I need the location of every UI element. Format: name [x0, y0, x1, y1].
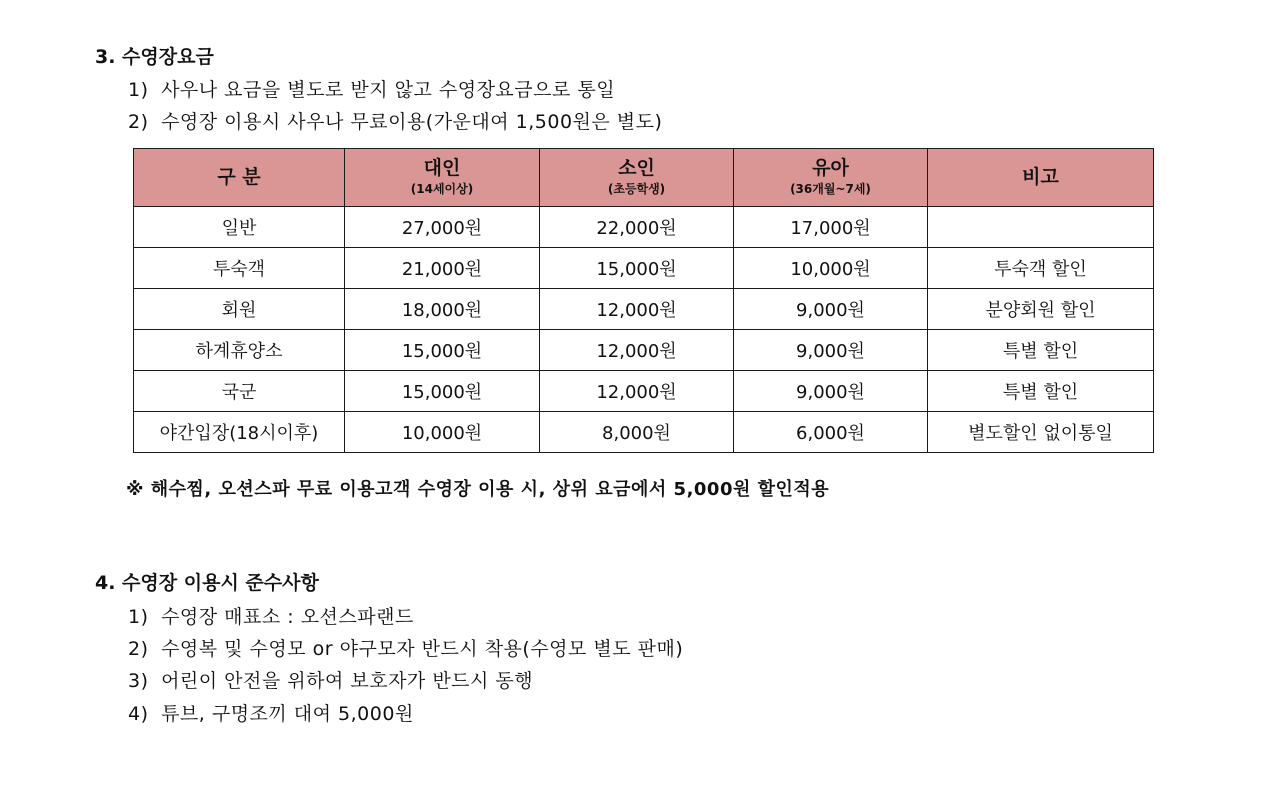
header-adult: [345, 149, 540, 207]
cell-remarks: 분양회원 할인: [928, 289, 1154, 330]
header-remarks: [928, 149, 1154, 207]
header-sublabel: (초등학생): [607, 182, 666, 197]
cell-child: 8,000원: [540, 412, 734, 453]
header-label: 비고: [1022, 165, 1059, 188]
cell-category: 회원: [134, 289, 345, 330]
cell-adult: 27,000원: [345, 207, 540, 248]
header-label: 대인: [423, 157, 461, 180]
item-text: 튜브, 구명조끼 대여 5,000원: [161, 703, 414, 725]
section-4-item: [128, 666, 533, 693]
section-3-heading: 3. 수영장요금: [95, 46, 214, 68]
section-4-item: [128, 634, 683, 661]
section-4-item: [128, 602, 414, 629]
cell-infant: 9,000원: [734, 371, 928, 412]
cell-infant: 9,000원: [734, 330, 928, 371]
item-number: 1): [128, 79, 149, 101]
cell-category: 야간입장(18시이후): [134, 412, 345, 453]
cell-adult: 15,000원: [345, 330, 540, 371]
item-number: 4): [128, 703, 149, 725]
cell-remarks: 별도할인 없이통일: [928, 412, 1154, 453]
pool-fee-table: [133, 148, 1154, 453]
header-sublabel: (36개월~7세): [790, 182, 871, 197]
header-label: 소인: [618, 157, 655, 180]
cell-adult: 21,000원: [345, 248, 540, 289]
cell-remarks: 특별 할인: [928, 371, 1154, 412]
cell-child: 22,000원: [540, 207, 734, 248]
table-row: [134, 412, 1154, 453]
discount-note: ※ 해수찜, 오션스파 무료 이용고객 수영장 이용 시, 상위 요금에서 5,000원 할인적용: [126, 479, 830, 500]
cell-category: 투숙객: [134, 248, 345, 289]
cell-category: 하계휴양소: [134, 330, 345, 371]
cell-remarks: 투숙객 할인: [928, 248, 1154, 289]
cell-remarks: 특별 할인: [928, 330, 1154, 371]
cell-child: 12,000원: [540, 330, 734, 371]
cell-adult: 10,000원: [345, 412, 540, 453]
item-text: 어린이 안전을 위하여 보호자가 반드시 동행: [161, 670, 534, 692]
cell-category: 일반: [134, 207, 345, 248]
cell-infant: 17,000원: [734, 207, 928, 248]
item-text: 수영장 이용시 사우나 무료이용(가운대여 1,500원은 별도): [161, 111, 663, 133]
cell-child: 15,000원: [540, 248, 734, 289]
cell-infant: 6,000원: [734, 412, 928, 453]
table-row: [134, 289, 1154, 330]
table-row: [134, 330, 1154, 371]
cell-infant: 9,000원: [734, 289, 928, 330]
section-3-item: [128, 107, 662, 134]
item-text: 수영장 매표소 : 오션스파랜드: [161, 606, 414, 628]
section-3-item: [128, 75, 615, 102]
item-number: 3): [128, 670, 149, 692]
table-row: [134, 248, 1154, 289]
section-4-heading: 4. 수영장 이용시 준수사항: [95, 572, 319, 594]
cell-category: 국군: [134, 371, 345, 412]
item-number: 1): [128, 606, 149, 628]
cell-infant: 10,000원: [734, 248, 928, 289]
header-label: 유아: [812, 157, 849, 180]
table-row: [134, 371, 1154, 412]
table-header-row: [134, 149, 1154, 207]
item-number: 2): [128, 638, 149, 660]
cell-remarks: [928, 207, 1154, 248]
cell-child: 12,000원: [540, 289, 734, 330]
cell-adult: 18,000원: [345, 289, 540, 330]
cell-adult: 15,000원: [345, 371, 540, 412]
item-number: 2): [128, 111, 149, 133]
section-4-item: [128, 699, 414, 726]
cell-child: 12,000원: [540, 371, 734, 412]
header-label: 구 분: [217, 165, 261, 188]
header-sublabel: (14세이상): [410, 182, 474, 197]
header-child: [540, 149, 734, 207]
header-infant: [734, 149, 928, 207]
item-text: 사우나 요금을 별도로 받지 않고 수영장요금으로 통일: [161, 79, 616, 101]
table-row: [134, 207, 1154, 248]
item-text: 수영복 및 수영모 or 야구모자 반드시 착용(수영모 별도 판매): [161, 638, 684, 660]
header-category: [134, 149, 345, 207]
